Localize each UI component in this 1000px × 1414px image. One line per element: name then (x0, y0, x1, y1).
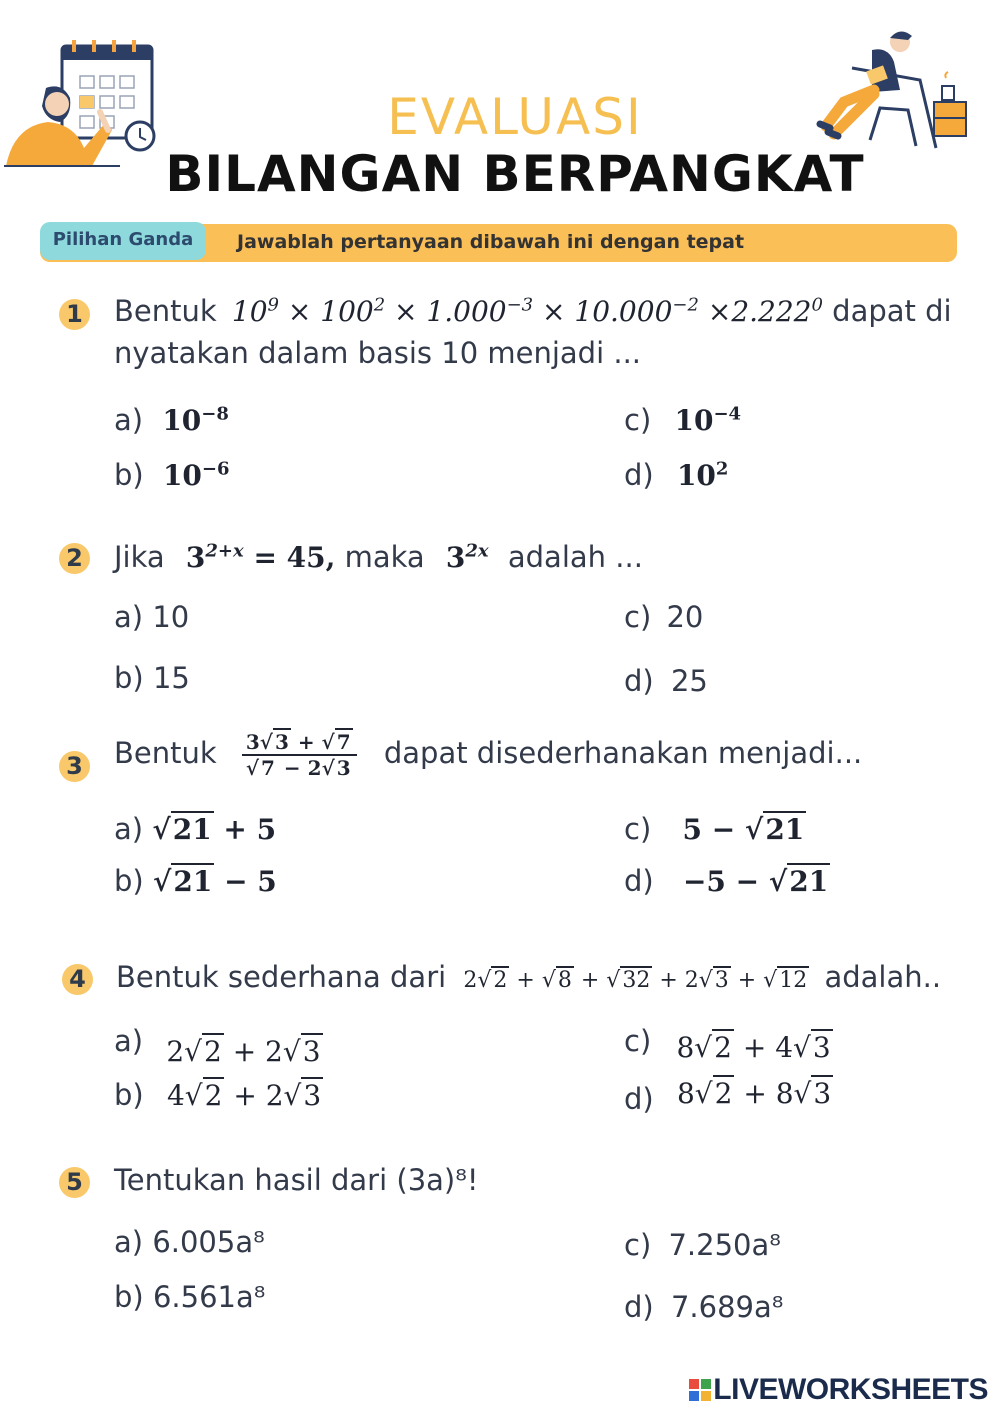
q4-expression: 2√2 + √8 + √32 + 2√3 + √12 (463, 968, 808, 993)
question-1-text: Bentuk $10^9 \times 100^2 \times 1.000^{-3} \times 10.000^{-2} \times 2.222^0$ dapat di (114, 294, 952, 328)
option-2b[interactable]: b) 15 (114, 661, 190, 695)
option-5a[interactable]: a) 6.005a⁸ (114, 1225, 265, 1259)
option-2c[interactable]: c) 20 (624, 600, 704, 634)
option-2d[interactable]: d) 25 (624, 664, 708, 698)
option-5c[interactable]: c) 7.250a⁸ (624, 1228, 781, 1262)
q2-expression: $3^{2x}$ (445, 540, 489, 574)
question-number-2: 2 (59, 543, 90, 574)
option-4b[interactable]: b) 4√2 + 2√3 (114, 1078, 322, 1112)
q3-fraction: $\frac{3√ 3 + √ 7}{√ 7 - 2√ 3}$ (242, 730, 357, 780)
option-5d[interactable]: d) 7.689a⁸ (624, 1290, 784, 1324)
question-1-line2: nyatakan dalam basis 10 menjadi ... (114, 336, 642, 370)
question-number-3: 3 (59, 751, 90, 782)
q1-expression: $10^9 \times 100^2 \times 1.000^{-3} \times 10.000^{-2} \times 2.222^0$ (231, 294, 823, 328)
question-5-text: Tentukan hasil dari (3a)⁸! (114, 1163, 479, 1197)
option-3a[interactable]: a) √21 + 5 (114, 812, 277, 846)
option-1b[interactable]: b) $10^{-6}$ (114, 458, 230, 492)
option-3c[interactable]: c) 5 − √21 (624, 812, 805, 846)
option-1a[interactable]: a) $10^{-8}$ (114, 403, 229, 437)
question-number-1: 1 (59, 299, 90, 330)
liveworksheets-icon (689, 1379, 711, 1401)
question-4-text: Bentuk sederhana dari 2√2 + √8 + √32 + 2√3 + √12 adalah.. (116, 960, 942, 994)
option-1d[interactable]: d) $10^2$ (624, 458, 729, 492)
title-main: BILANGAN BERPANGKAT (165, 145, 865, 203)
q2-equation: $3^{2+x} = 45$, (185, 540, 336, 574)
option-4c[interactable]: c) 8√2 + 4√3 (624, 1024, 831, 1064)
question-number-4: 4 (62, 964, 93, 995)
option-4a[interactable]: a) 2√2 + 2√3 (114, 1024, 321, 1068)
option-1c[interactable]: c) $10^{-4}$ (624, 403, 742, 437)
title-evaluasi: EVALUASI (387, 88, 643, 146)
option-4d[interactable]: d) 8√2 + 8√3 (624, 1077, 832, 1116)
instruction-text: Jawablah pertanyaan dibawah ini dengan tepat (237, 231, 745, 253)
liveworksheets-logo: LIVEWORKSHEETS (689, 1373, 988, 1407)
option-3d[interactable]: d) −5 − √21 (624, 864, 829, 898)
section-tag: Pilihan Ganda (40, 222, 206, 260)
option-3b[interactable]: b) √21 − 5 (114, 864, 277, 898)
question-3-text: Bentuk $\frac{3√ 3 + √ 7}{√ 7 - 2√ 3}$ dapat disederhanakan menjadi... (114, 730, 863, 780)
question-2-text: Jika $3^{2+x} = 45$, maka $3^{2x}$ adalah ... (114, 540, 643, 574)
option-2a[interactable]: a) 10 (114, 600, 190, 634)
option-5b[interactable]: b) 6.561a⁸ (114, 1280, 266, 1314)
question-number-5: 5 (59, 1167, 90, 1198)
